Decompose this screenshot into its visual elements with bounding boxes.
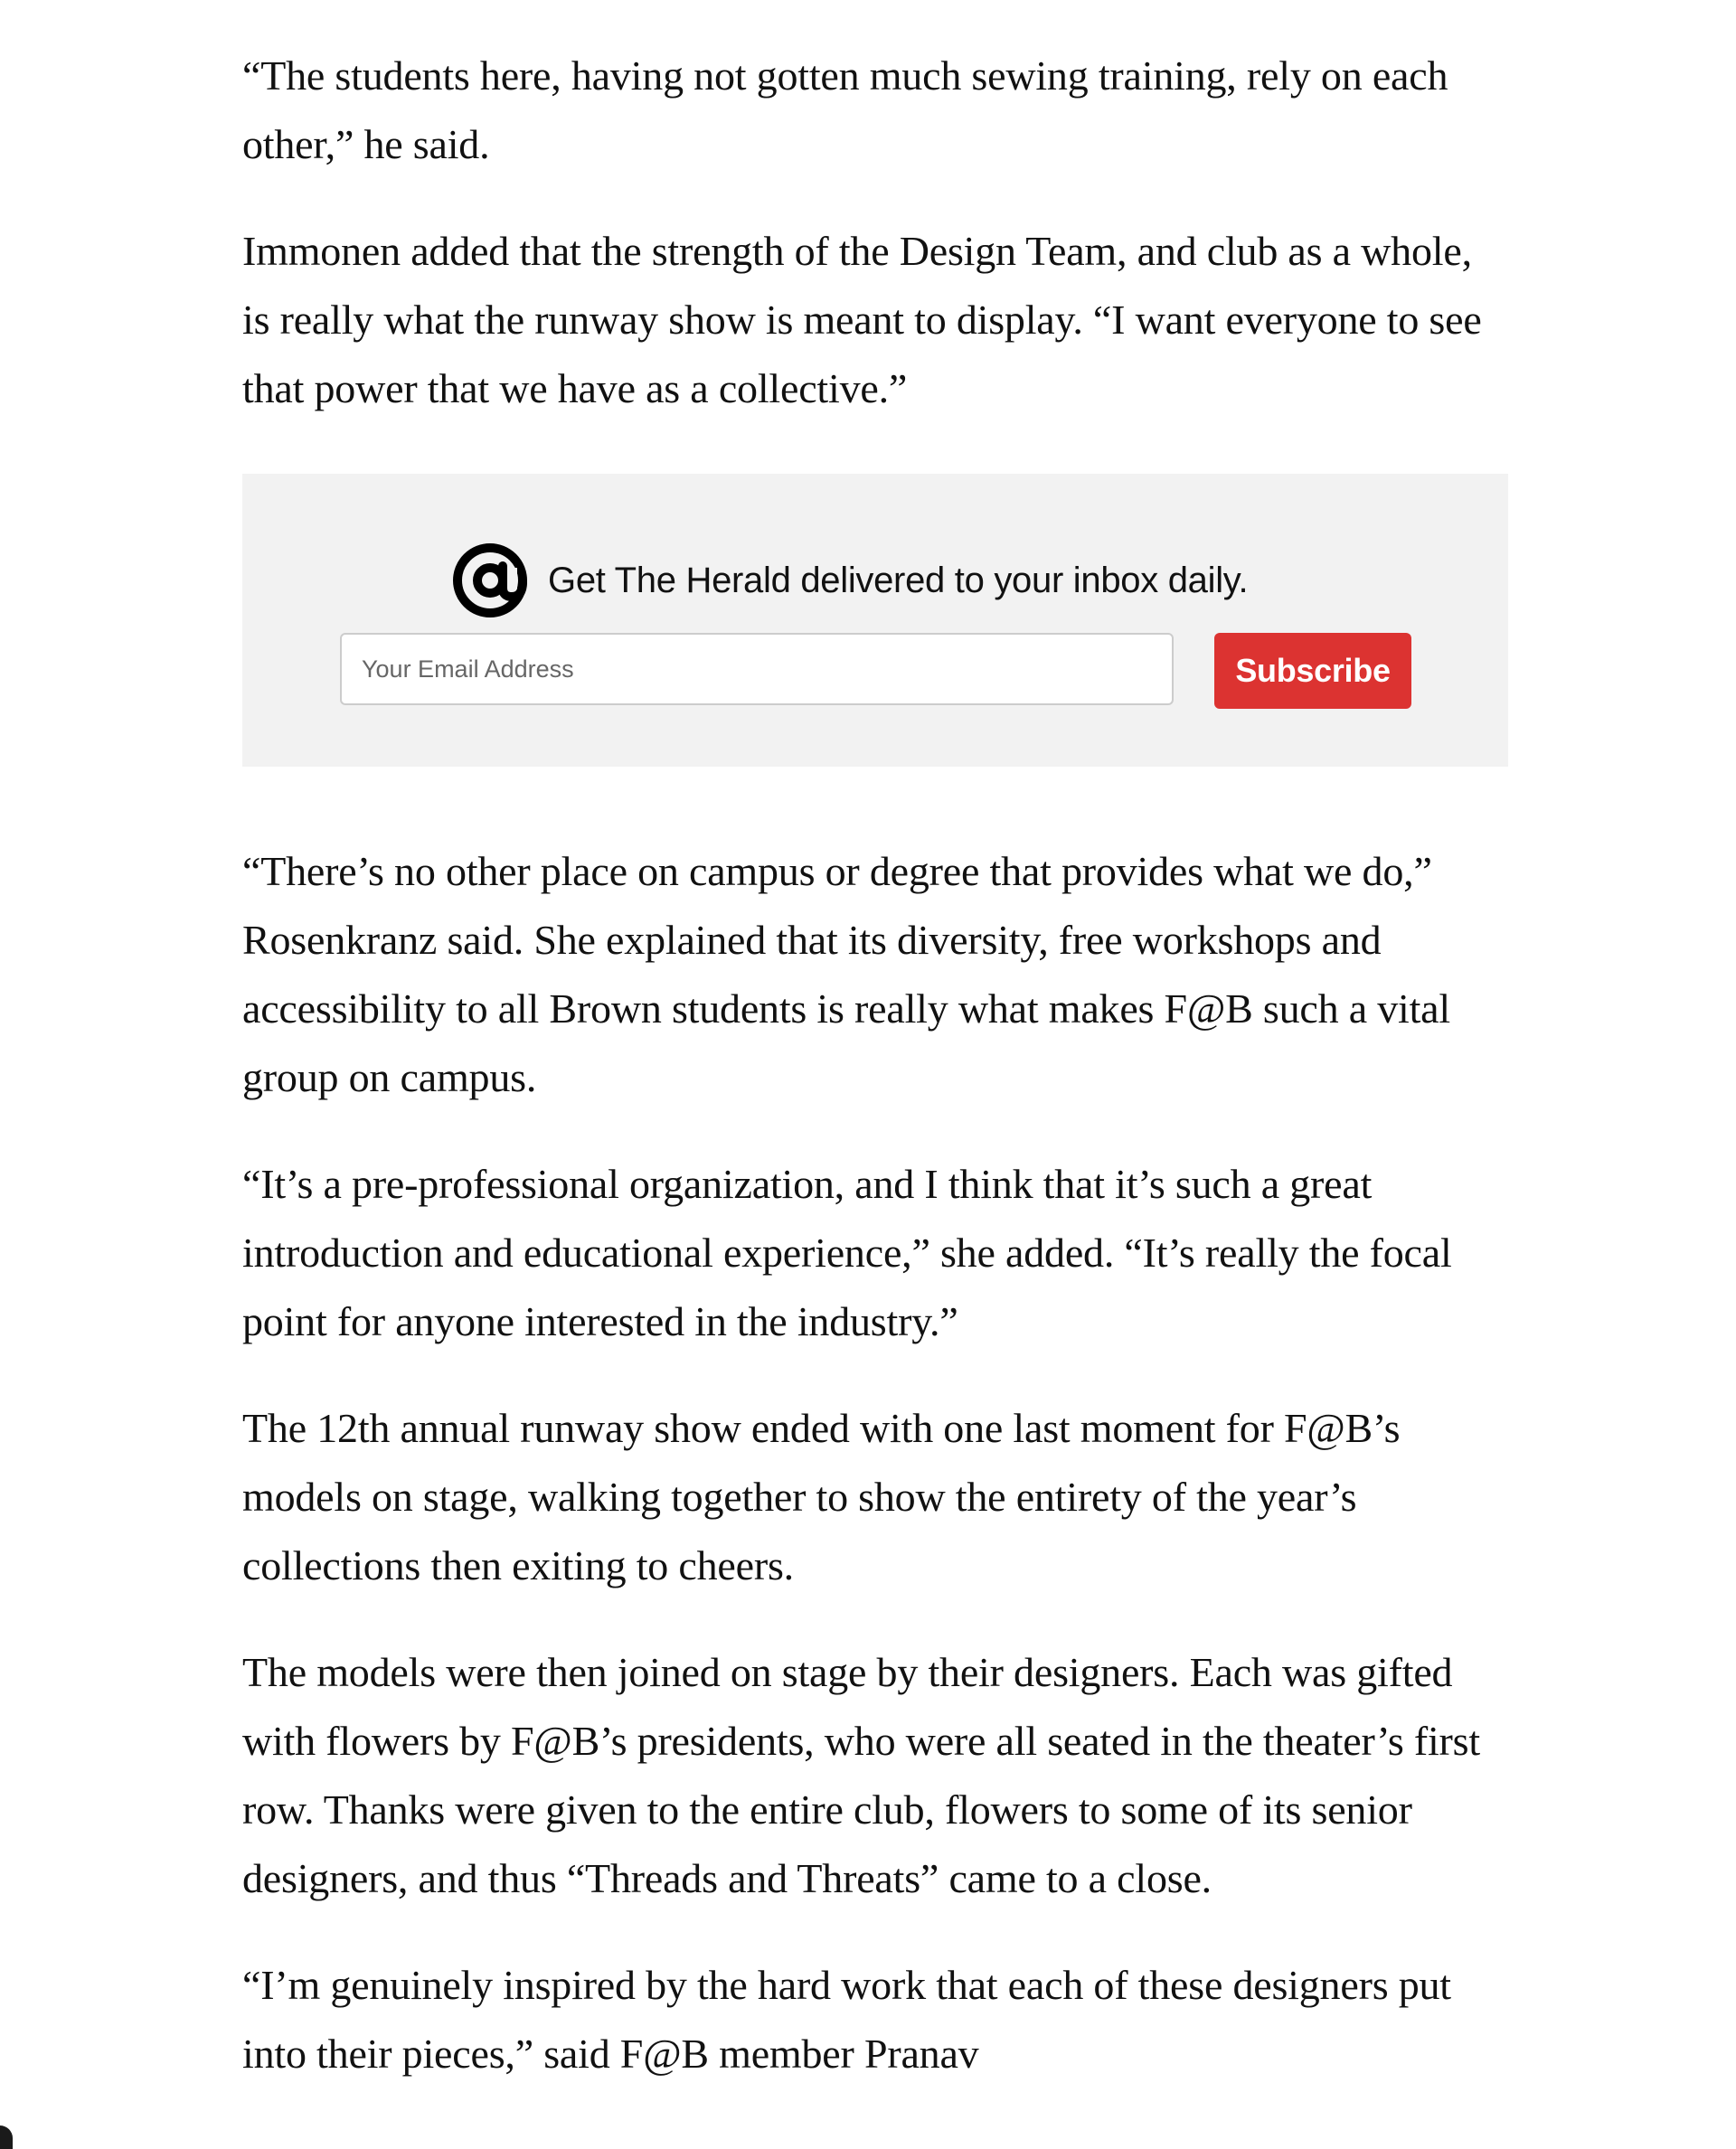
window-corner bbox=[0, 2125, 13, 2149]
article-paragraph: “The students here, having not gotten much sewing training, rely on each other,” he said. bbox=[242, 52, 1448, 167]
article-paragraph: “I’m genuinely inspired by the hard work that each of these designers put into their pieces,” said F@B member Pranav bbox=[242, 1962, 1451, 2077]
subscribe-button[interactable]: Subscribe bbox=[1214, 633, 1411, 709]
at-sign-icon bbox=[448, 539, 532, 622]
article-body bbox=[242, 42, 1508, 2126]
article-paragraph: “It’s a pre-professional organization, and I think that it’s such a great introduction and educational experience,” she added. “It’s really the focal point for anyone interested in the industry.” bbox=[242, 1161, 1452, 1344]
article-paragraph: The models were then joined on stage by their designers. Each was gifted with flowers by F@B’s presidents, who were all seated in the theater’s first row. Thanks were given to the entire club, flowers to some of its senior designers, and thus “Threads and Threats” came to a close. bbox=[242, 1649, 1480, 1901]
newsletter-heading bbox=[448, 539, 1248, 622]
article-paragraph: The 12th annual runway show ended with one last moment for F@B’s models on stage, walking together to show the entirety of the year’s collections then exiting to cheers. bbox=[242, 1405, 1401, 1588]
article-paragraph: “There’s no other place on campus or degree that provides what we do,” Rosenkranz said. She explained that its diversity, free workshops and accessibility to all Brown students is really what makes F@B such a vital group on campus. bbox=[242, 848, 1450, 1100]
newsletter-title: Get The Herald delivered to your inbox daily. bbox=[548, 560, 1249, 600]
newsletter-signup-box bbox=[242, 474, 1508, 767]
email-input[interactable] bbox=[340, 633, 1174, 705]
article-paragraph: Immonen added that the strength of the Design Team, and club as a whole, is really what the runway show is meant to display. “I want everyone to see that power that we have as a collective.” bbox=[242, 228, 1482, 411]
